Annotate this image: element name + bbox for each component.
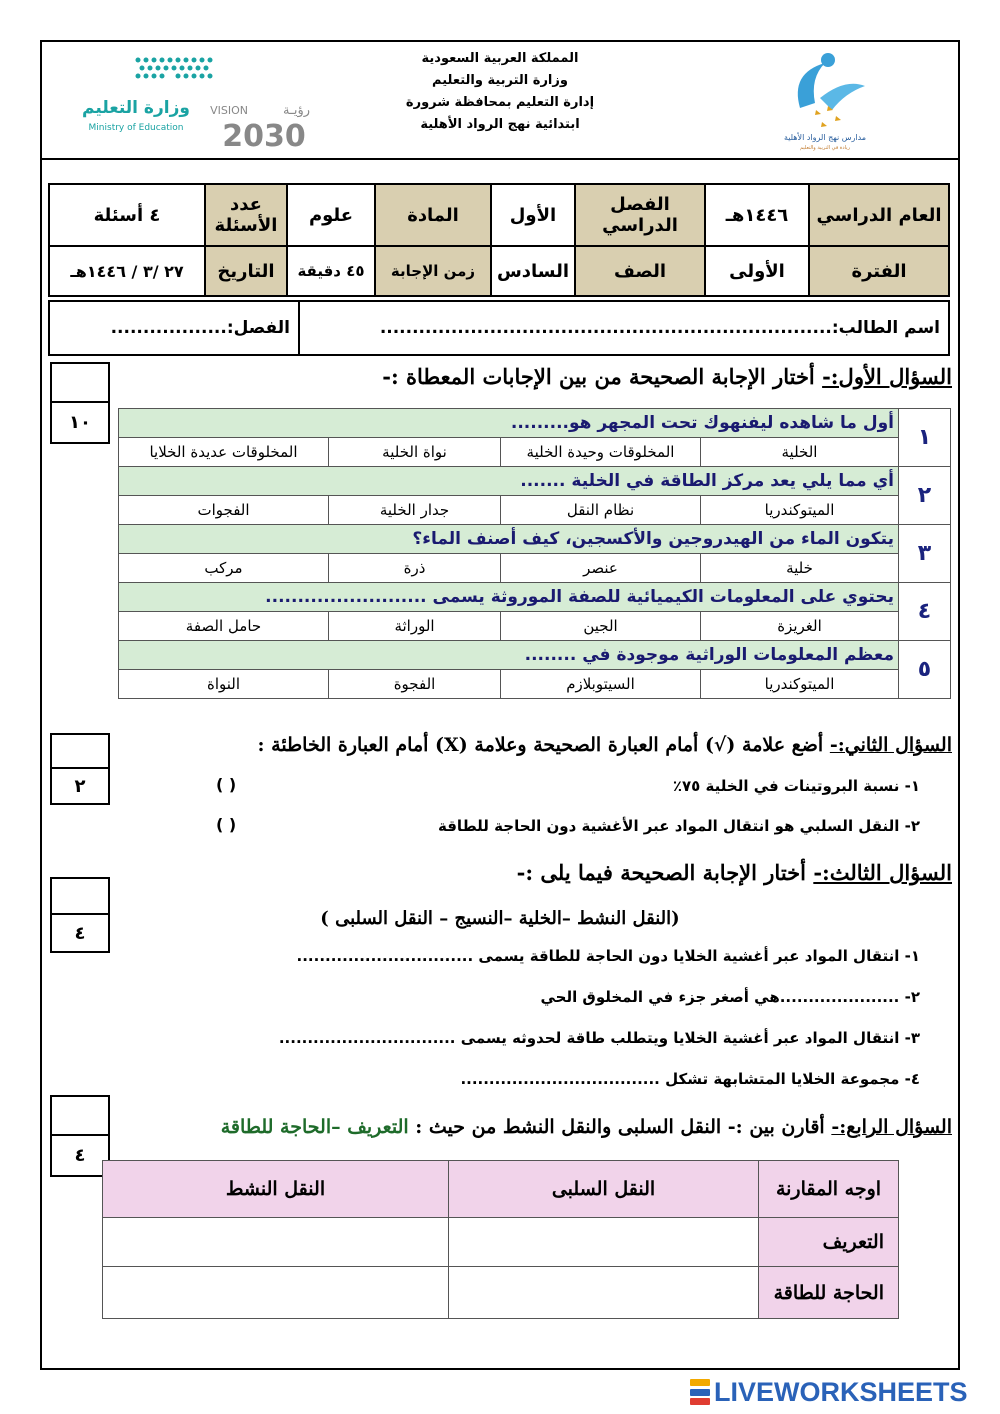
q4-score-blank[interactable] — [52, 1097, 108, 1136]
school-logo-sub: ريادة في التربية والتعليم — [799, 145, 851, 151]
ministry-en-text: Ministry of Education — [88, 123, 184, 133]
mcq-option[interactable]: الميتوكندريا — [701, 496, 899, 525]
mcq-option[interactable]: خلية — [701, 554, 899, 583]
q2-title — [258, 734, 953, 756]
cmp-row-definition: التعريف — [759, 1218, 899, 1267]
mcq-option[interactable]: ذرة — [329, 554, 501, 583]
student-name-table — [48, 300, 950, 356]
q2-answer-1[interactable]: ( ) — [216, 775, 237, 794]
vision-en-text: VISION — [210, 104, 248, 117]
cmp-cell-active-energy[interactable] — [103, 1267, 449, 1319]
q3-item-3[interactable]: ٣- انتقال المواد عبر أغشية الخلايا ويتطلب طاقة لحدوثه يسمى ............................... — [278, 1029, 920, 1047]
mcq-option[interactable]: عنصر — [501, 554, 701, 583]
mcq-number: ٢ — [899, 467, 951, 525]
cmp-cell-passive-definition[interactable] — [449, 1218, 759, 1267]
time-label: زمن الإجابة — [375, 246, 491, 296]
school-logo — [770, 48, 880, 152]
mcq-question: معظم المعلومات الوراثية موجودة في ........ — [119, 641, 899, 670]
header-line-3: إدارة التعليم بمحافظة شرورة — [405, 95, 595, 110]
semester-label: الفصل الدراسي — [575, 184, 705, 246]
header-line-4: ابتدائية نهج الرواد الأهلية — [420, 117, 580, 132]
q2-item-2: ٢- النقل السلبي هو انتقال المواد عبر الأغشية دون الحاجة للطاقة — [438, 817, 920, 835]
mcq-question-row — [119, 409, 951, 438]
mcq-number: ٤ — [899, 583, 951, 641]
time-value: ٤٥ دقيقة — [287, 246, 375, 296]
q3-title — [517, 860, 952, 885]
grade-value: السادس — [491, 246, 575, 296]
q3-item-1[interactable]: ١- انتقال المواد عبر أغشية الخلايا دون الحاجة للطاقة يسمى ............................... — [296, 947, 920, 965]
mcq-option[interactable]: الفجوات — [119, 496, 329, 525]
year-value: ١٤٤٦هـ — [705, 184, 809, 246]
q4-score: ٤ — [74, 1145, 86, 1166]
mcq-number: ٣ — [899, 525, 951, 583]
q3-item-4[interactable]: ٤- مجموعة الخلايا المتشابهة تشكل ................................... — [460, 1070, 920, 1088]
student-name-field[interactable]: اسم الطالب:...................................................................... — [299, 301, 949, 355]
q2-score: ٢ — [74, 775, 86, 797]
q2-score-box — [50, 733, 110, 805]
q3-label: السؤال الثالث:- — [813, 860, 952, 885]
q4-score-box — [50, 1095, 110, 1177]
mcq-option[interactable]: مركب — [119, 554, 329, 583]
q3-item-2[interactable]: ٢- .....................هي أصغر جزء في المخلوق الحي — [540, 988, 920, 1006]
q4-compare-table — [102, 1160, 899, 1319]
q1-mcq-table — [118, 408, 951, 699]
mcq-question-row — [119, 641, 951, 670]
header-divider — [40, 158, 960, 160]
mcq-option[interactable]: حامل الصفة — [119, 612, 329, 641]
cmp-header-aspect: اوجه المقارنة — [759, 1161, 899, 1218]
q1-score-box — [50, 362, 110, 444]
q3-score-blank[interactable] — [52, 879, 108, 915]
header-line-1: المملكة العربية السعودية — [421, 51, 579, 66]
q3-score-box — [50, 877, 110, 953]
q3-word-bank: (النقل النشط –الخلية –النسيج – النقل السلبى ) — [320, 908, 680, 929]
date-label: التاريخ — [205, 246, 287, 296]
q2-text: أضع علامة (√) أمام العبارة الصحيحة وعلامة (X) أمام العبارة الخاطئة : — [257, 734, 824, 756]
mcq-option[interactable]: الخلية — [701, 438, 899, 467]
q1-score-blank[interactable] — [52, 364, 108, 403]
period-label: الفترة — [809, 246, 949, 296]
semester-value: الأول — [491, 184, 575, 246]
mcq-options-row — [119, 496, 951, 525]
ministry-ar-text: وزارة التعليم — [82, 98, 190, 118]
q4-title — [221, 1116, 952, 1138]
mcq-options-row — [119, 554, 951, 583]
mcq-options-row — [119, 670, 951, 699]
mcq-option[interactable]: المخلوقات عديدة الخلايا — [119, 438, 329, 467]
q3-text: أختار الإجابة الصحيحة فيما يلى :- — [516, 860, 806, 885]
vision-ar-text: رؤيـة — [283, 103, 310, 118]
mcq-options-row — [119, 612, 951, 641]
subject-label: المادة — [375, 184, 491, 246]
header-text — [340, 48, 660, 136]
q4-label: السؤال الرابع:- — [831, 1116, 952, 1138]
mcq-option[interactable]: المخلوقات وحيدة الخلية — [501, 438, 701, 467]
ministry-vision-logos — [78, 50, 318, 150]
vision-year-text: 2030 — [222, 119, 306, 150]
q2-answer-2[interactable]: ( ) — [216, 815, 237, 834]
liveworksheets-logo-icon — [690, 1379, 710, 1405]
year-label: العام الدراسي — [809, 184, 949, 246]
grade-label: الصف — [575, 246, 705, 296]
mcq-option[interactable]: الغريزة — [701, 612, 899, 641]
mcq-question: أي مما يلي يعد مركز الطاقة في الخلية ....... — [119, 467, 899, 496]
cmp-row-energy: الحاجة للطاقة — [759, 1267, 899, 1319]
watermark-text: LIVEWORKSHEETS — [714, 1376, 968, 1407]
q3-score: ٤ — [74, 922, 86, 944]
count-label: عدد الأسئلة — [205, 184, 287, 246]
mcq-question-row — [119, 467, 951, 496]
liveworksheets-watermark — [690, 1376, 990, 1408]
school-logo-text: مدارس نهج الرواد الأهلية — [783, 133, 867, 142]
subject-value: علوم — [287, 184, 375, 246]
date-value: ٢٧ /٣ / ١٤٤٦هـ — [49, 246, 205, 296]
cmp-cell-active-definition[interactable] — [103, 1218, 449, 1267]
mcq-options-row — [119, 438, 951, 467]
mcq-number: ٥ — [899, 641, 951, 699]
mcq-question: يتكون الماء من الهيدروجين والأكسجين، كيف أصنف الماء؟ — [119, 525, 899, 554]
class-field[interactable]: الفصل:.................. — [49, 301, 299, 355]
mcq-question: يحتوي على المعلومات الكيميائية للصفة الموروثة يسمى ......................... — [119, 583, 899, 612]
mcq-option[interactable]: نظام النقل — [501, 496, 701, 525]
mcq-option[interactable]: الوراثة — [329, 612, 501, 641]
mcq-question-row — [119, 583, 951, 612]
q1-text: أختار الإجابة الصحيحة من بين الإجابات المعطاة :- — [382, 364, 815, 389]
header-line-2: وزارة التربية والتعليم — [432, 73, 568, 88]
q1-title — [382, 364, 952, 389]
mcq-option[interactable]: نواة الخلية — [329, 438, 501, 467]
cmp-cell-passive-energy[interactable] — [449, 1267, 759, 1319]
q2-label: السؤال الثاني:- — [829, 734, 952, 756]
mcq-option[interactable]: السيتوبلازم — [501, 670, 701, 699]
mcq-option[interactable]: الجين — [501, 612, 701, 641]
mcq-number: ١ — [899, 409, 951, 467]
mcq-option[interactable]: الفجوة — [329, 670, 501, 699]
q2-score-blank[interactable] — [52, 735, 108, 769]
mcq-option[interactable]: جدار الخلية — [329, 496, 501, 525]
mcq-question: أول ما شاهده ليفنهوك تحت المجهر هو......... — [119, 409, 899, 438]
q2-item-1: ١- نسبة البروتينات في الخلية ٧٥٪ — [672, 777, 920, 795]
mcq-option[interactable]: النواة — [119, 670, 329, 699]
count-value: ٤ أسئلة — [49, 184, 205, 246]
cmp-header-passive: النقل السلبى — [449, 1161, 759, 1218]
q4-highlight: التعريف –الحاجة للطاقة — [220, 1116, 409, 1138]
ministry-dots-icon — [136, 58, 213, 79]
q1-label: السؤال الأول:- — [822, 364, 952, 389]
exam-info-table — [48, 183, 950, 297]
mcq-question-row — [119, 525, 951, 554]
period-value: الأولى — [705, 246, 809, 296]
q4-text: أقارن بين :- النقل السلبى والنقل النشط من حيث : — [415, 1116, 825, 1138]
q1-score: ١٠ — [69, 412, 91, 433]
mcq-option[interactable]: الميتوكندريا — [701, 670, 899, 699]
cmp-header-active: النقل النشط — [103, 1161, 449, 1218]
